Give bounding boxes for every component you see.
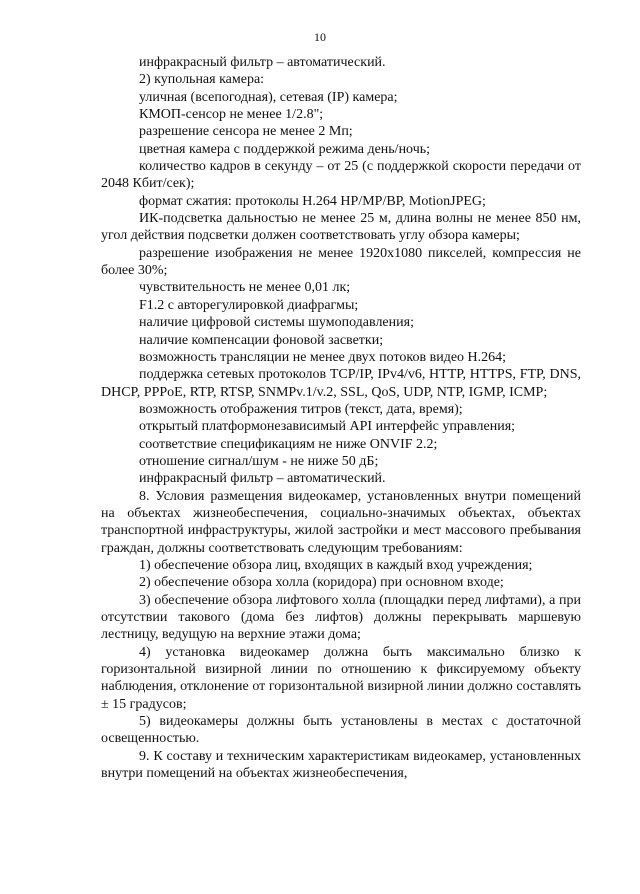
paragraph: 4) установка видеокамер должна быть максимально близко к горизонтальной визирной линии по отношению к фиксируемому объекту наблюдения, отклонение от горизонтальной визирной линии должно составлять ± 15 градусов; (101, 644, 581, 712)
paragraph: инфракрасный фильтр – автоматический. (139, 55, 386, 70)
paragraph: отношение сигнал/шум - не ниже 50 дБ; (139, 453, 379, 469)
paragraph: возможность отображения титров (текст, дата, время); (139, 401, 463, 417)
paragraph: 3) обеспечение обзора лифтового холла (площадки перед лифтами), а при отсутствии такового (дома без лифтов) должны перекрывать маршевую лестницу, ведущую на верхние этажи дома; (101, 592, 581, 643)
paragraph: 1) обеспечение обзора лиц, входящих в каждый вход учреждения; (139, 557, 533, 573)
paragraph: 9. К составу и техническим характеристикам видеокамер, установленных внутри помещений на объектах жизнеобеспечения, (101, 748, 581, 782)
paragraph: 8. Условия размещения видеокамер, установленных внутри помещений на объектах жизнеобеспечения, социально-значимых объектах, объектах транспортной инфраструктуры, жилой застройки и мест массового пребывания граждан, должны соответствовать следующим требованиям: (101, 488, 581, 556)
paragraph: формат сжатия: протоколы H.264 HP/MP/BP, MotionJPEG; (139, 193, 486, 209)
paragraph: цветная камера с поддержкой режима день/ночь; (139, 141, 431, 157)
paragraph: чувствительность не менее 0,01 лк; (139, 280, 351, 296)
paragraph: ИК-подсветка дальностью не менее 25 м, длина волны не менее 850 нм, угол действия подсветки должен соответствовать углу обзора камеры; (101, 211, 581, 244)
paragraph: КМОП-сенсор не менее 1/2.8"; (139, 107, 324, 123)
paragraph: 2) обеспечение обзора холла (коридора) при основном входе; (139, 575, 504, 591)
page-number: 10 (314, 30, 326, 44)
paragraph: разрешение изображения не менее 1920x1080 пикселей, компрессия не более 30%; (101, 245, 581, 279)
paragraph: 5) видеокамеры должны быть установлены в местах с достаточной освещенностью. (101, 714, 581, 747)
paragraph: уличная (всепогодная), сетевая (IP) камера; (139, 89, 398, 105)
paragraph: 2) купольная камера: (139, 72, 265, 88)
paragraph: поддержка сетевых протоколов TCP/IP, IPv4/v6, HTTP, HTTPS, FTP, DNS, DHCP, PPPoE, RTP, RTSP, SNMPv.1/v.2, SSL, QoS, UDP, NTP, IGMP, ICMP; (101, 367, 581, 400)
paragraph: наличие цифровой системы шумоподавления; (139, 315, 414, 331)
paragraph: количество кадров в секунду – от 25 (с поддержкой скорости передачи от 2048 Кбит/сек); (101, 159, 581, 192)
paragraph: возможность трансляции не менее двух потоков видео H.264; (139, 349, 507, 365)
paragraph: разрешение сенсора не менее 2 Мп; (139, 124, 353, 140)
paragraph: F1.2 с авторегулировкой диафрагмы; (139, 297, 359, 313)
paragraph: соответствие спецификациям не ниже ONVIF 2.2; (139, 436, 438, 452)
paragraph: открытый платформонезависимый API интерфейс управления; (139, 419, 516, 435)
paragraph: наличие компенсации фоновой засветки; (139, 332, 384, 348)
paragraph: инфракрасный фильтр – автоматический. (139, 471, 386, 487)
document-body (101, 54, 581, 782)
